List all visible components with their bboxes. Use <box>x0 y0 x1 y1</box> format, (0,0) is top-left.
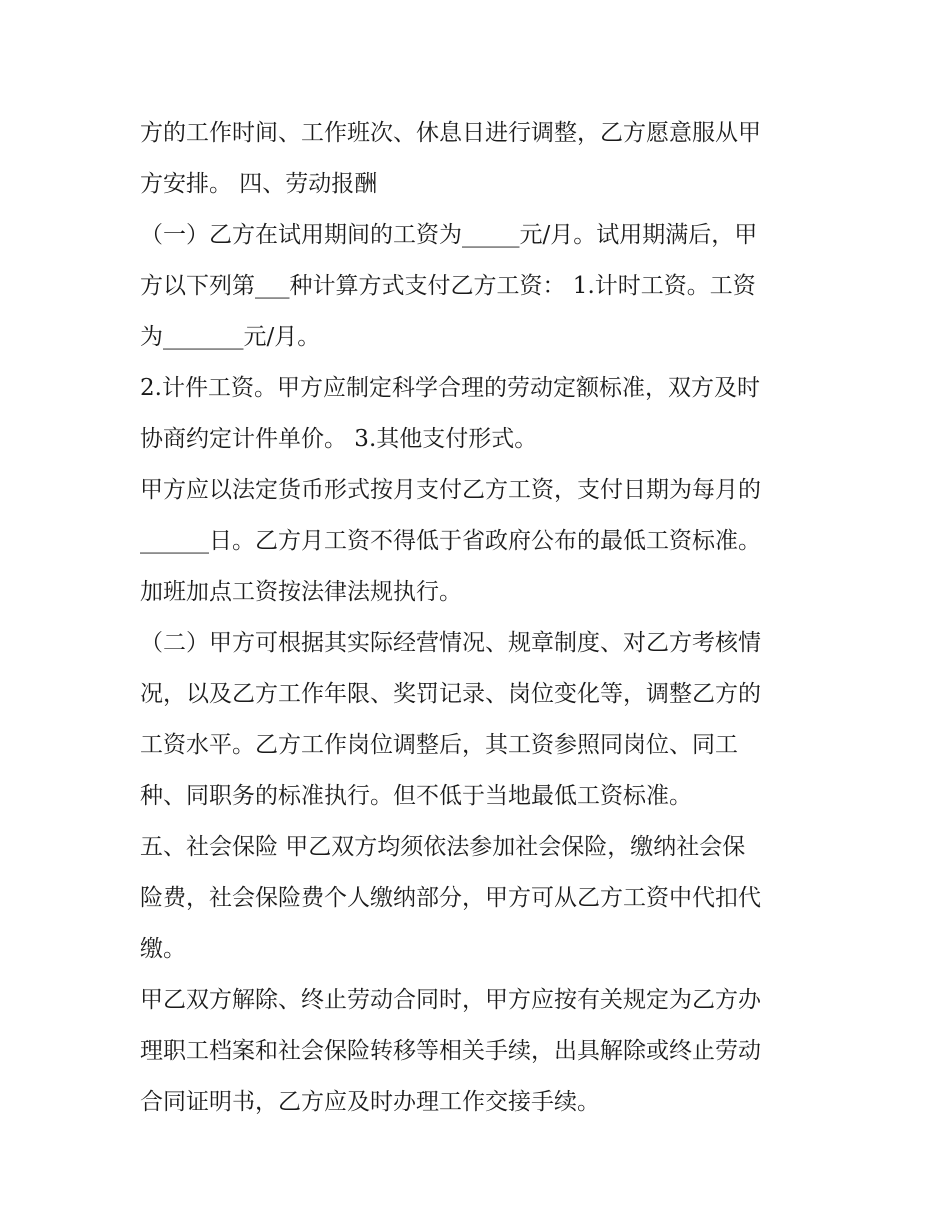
text-line-7: 协商约定计件单价。 3.其他支付形式。 <box>140 426 538 452</box>
text-line-9: ______日。乙方月工资不得低于省政府公布的最低工资标准。 <box>140 528 761 554</box>
text-line-11: （二）甲方可根据其实际经营情况、规章制度、对乙方考核情 <box>140 630 761 656</box>
text-line-14: 种、同职务的标准执行。但不低于当地最低工资标准。 <box>140 783 692 809</box>
text-line-17: 缴。 <box>140 936 186 962</box>
contract-text <box>140 108 820 1128</box>
text-line-2: 方安排。 四、劳动报酬 <box>140 171 378 197</box>
text-line-5: 为_______元/月。 <box>140 324 321 350</box>
text-line-16: 险费，社会保险费个人缴纳部分，甲方可从乙方工资中代扣代 <box>140 885 761 911</box>
text-line-4: 方以下列第___种计算方式支付乙方工资： 1.计时工资。工资 <box>140 273 756 299</box>
text-line-19: 理职工档案和社会保险转移等相关手续，出具解除或终止劳动 <box>140 1038 761 1064</box>
text-line-18: 甲乙双方解除、终止劳动合同时，甲方应按有关规定为乙方办 <box>140 987 761 1013</box>
text-line-20: 合同证明书，乙方应及时办理工作交接手续。 <box>140 1089 600 1115</box>
text-line-1: 方的工作时间、工作班次、休息日进行调整，乙方愿意服从甲 <box>140 120 761 146</box>
text-line-13: 工资水平。乙方工作岗位调整后，其工资参照同岗位、同工 <box>140 732 738 758</box>
text-line-15: 五、社会保险 甲乙双方均须依法参加社会保险，缴纳社会保 <box>140 834 746 860</box>
text-line-12: 况，以及乙方工作年限、奖罚记录、岗位变化等，调整乙方的 <box>140 681 761 707</box>
text-line-3: （一）乙方在试用期间的工资为_____元/月。试用期满后，甲 <box>140 222 758 248</box>
text-line-10: 加班加点工资按法律法规执行。 <box>140 579 462 605</box>
text-line-8: 甲方应以法定货币形式按月支付乙方工资，支付日期为每月的 <box>140 477 761 503</box>
text-line-6: 2.计件工资。甲方应制定科学合理的劳动定额标准，双方及时 <box>140 375 760 401</box>
